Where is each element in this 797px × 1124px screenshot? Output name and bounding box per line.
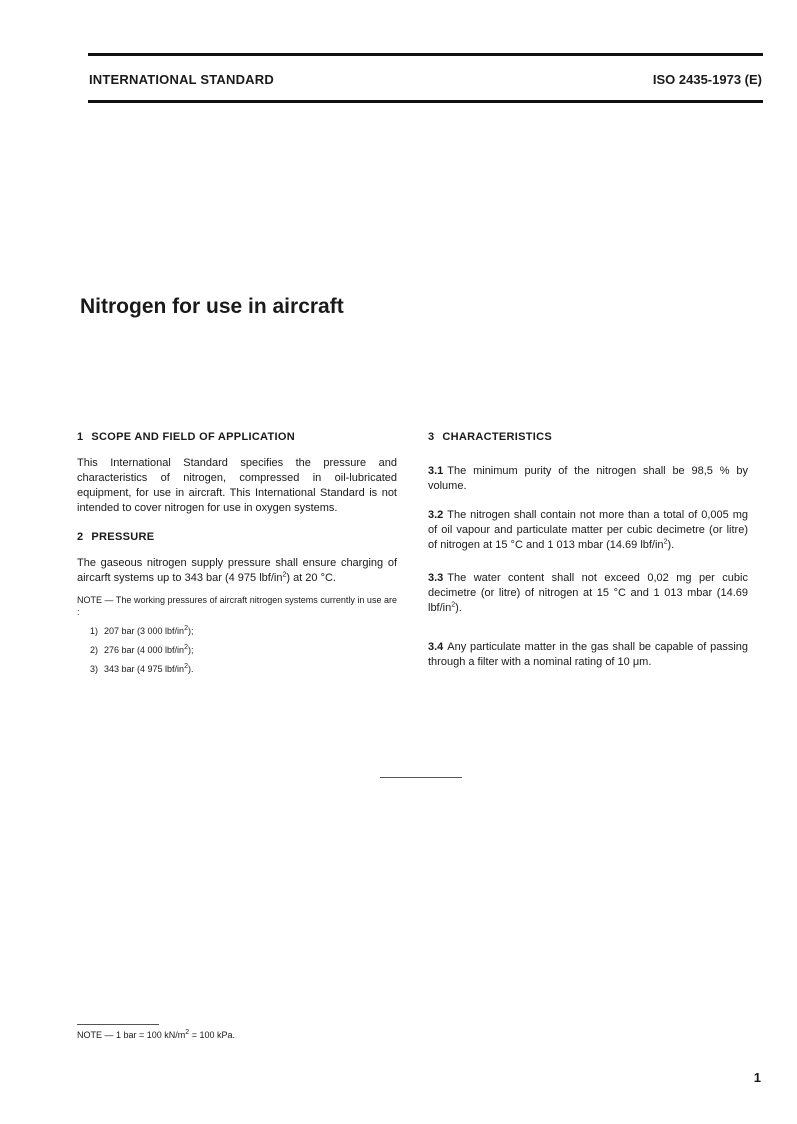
document-title: Nitrogen for use in aircraft xyxy=(80,295,344,318)
list-index: 1) xyxy=(90,626,99,636)
clause-number: 3.2 xyxy=(428,509,444,521)
superscript: 2 xyxy=(282,571,287,579)
list-index: 2) xyxy=(90,645,99,655)
list-text-end: ); xyxy=(187,645,194,655)
pressure-note: NOTE — The working pressures of aircraft nitrogen systems currently in use are : xyxy=(77,595,397,617)
pressure-text-end: ) at 20 °C. xyxy=(286,572,336,584)
footnote xyxy=(77,1030,235,1040)
clause-3-4 xyxy=(428,640,748,670)
left-column xyxy=(77,430,397,682)
clause-number: 3.4 xyxy=(428,641,444,653)
list-item xyxy=(90,644,397,656)
section-pressure xyxy=(77,530,397,675)
section-number: 2 xyxy=(77,531,84,543)
clause-number: 3.1 xyxy=(428,465,444,477)
clause-3-1 xyxy=(428,464,748,494)
section-title: SCOPE AND FIELD OF APPLICATION xyxy=(91,431,295,443)
superscript: 2 xyxy=(184,644,188,651)
list-text-end: ). xyxy=(187,664,194,674)
clause-text: The minimum purity of the nitrogen shall be 98,5 % by volume. xyxy=(428,465,748,492)
clause-text: Any particulate matter in the gas shall be capable of passing through a filter with a nominal rating of 10 μm. xyxy=(428,641,748,668)
page-number: 1 xyxy=(753,1070,761,1085)
superscript: 2 xyxy=(184,625,188,632)
end-of-text-rule xyxy=(380,777,462,778)
section-heading xyxy=(77,530,397,544)
pressure-paragraph xyxy=(77,556,397,586)
list-index: 3) xyxy=(90,664,99,674)
footnote-rule xyxy=(77,1024,159,1025)
list-text-end: ); xyxy=(187,626,194,636)
superscript: 2 xyxy=(184,663,188,670)
superscript: 2 xyxy=(663,538,668,546)
clause-text: The nitrogen shall contain not more than a total of 0,005 mg of oil vapour and particulate matter per cubic decimetre (or litre) of nitrogen at 15 °C and 1 013 mbar (14.69 lbf/in xyxy=(428,509,748,551)
section-title: PRESSURE xyxy=(91,531,155,543)
superscript: 2 xyxy=(185,1029,190,1036)
clause-3-3 xyxy=(428,571,748,616)
list-item xyxy=(90,663,397,675)
pressure-text-start: The gaseous nitrogen supply pressure shall ensure charging of aircarft systems up to 343 bar (4 975 lbf/in xyxy=(77,557,397,584)
pressure-list xyxy=(77,625,397,675)
clause-text-end: ). xyxy=(667,539,675,551)
superscript: 2 xyxy=(451,601,456,609)
clause-3-2 xyxy=(428,508,748,553)
clause-number: 3.3 xyxy=(428,572,444,584)
header-top-rule xyxy=(88,53,763,56)
clause-text-end: ). xyxy=(455,602,462,614)
footnote-text-end: = 100 kPa. xyxy=(189,1030,235,1040)
list-item xyxy=(90,625,397,637)
clause-text: The water content shall not exceed 0,02 mg per cubic decimetre (or litre) of nitrogen at 15 °C and 1 013 mbar (14.69 lbf/in xyxy=(428,572,748,614)
section-characteristics xyxy=(428,430,748,670)
right-column xyxy=(428,430,748,684)
list-text: 207 bar (3 000 lbf/in xyxy=(104,626,185,636)
standard-number: ISO 2435-1973 (E) xyxy=(652,72,762,87)
section-heading xyxy=(77,430,397,444)
scope-paragraph: This International Standard specifies the pressure and characteristics of nitrogen, compressed in oil-lubricated equipment, for use in aircraft. This International Standard is not intended to cover nitrogen for use in oxygen systems. xyxy=(77,457,397,514)
list-text: 343 bar (4 975 lbf/in xyxy=(104,664,185,674)
header-bottom-rule xyxy=(88,100,763,103)
section-scope xyxy=(77,430,397,516)
section-number: 1 xyxy=(77,431,84,443)
list-text: 276 bar (4 000 lbf/in xyxy=(104,645,185,655)
standard-type-label: INTERNATIONAL STANDARD xyxy=(89,72,274,87)
section-title: CHARACTERISTICS xyxy=(442,431,553,443)
footnote-text: NOTE — 1 bar = 100 kN/m xyxy=(77,1030,186,1040)
section-number: 3 xyxy=(428,431,435,443)
section-heading xyxy=(428,430,748,444)
